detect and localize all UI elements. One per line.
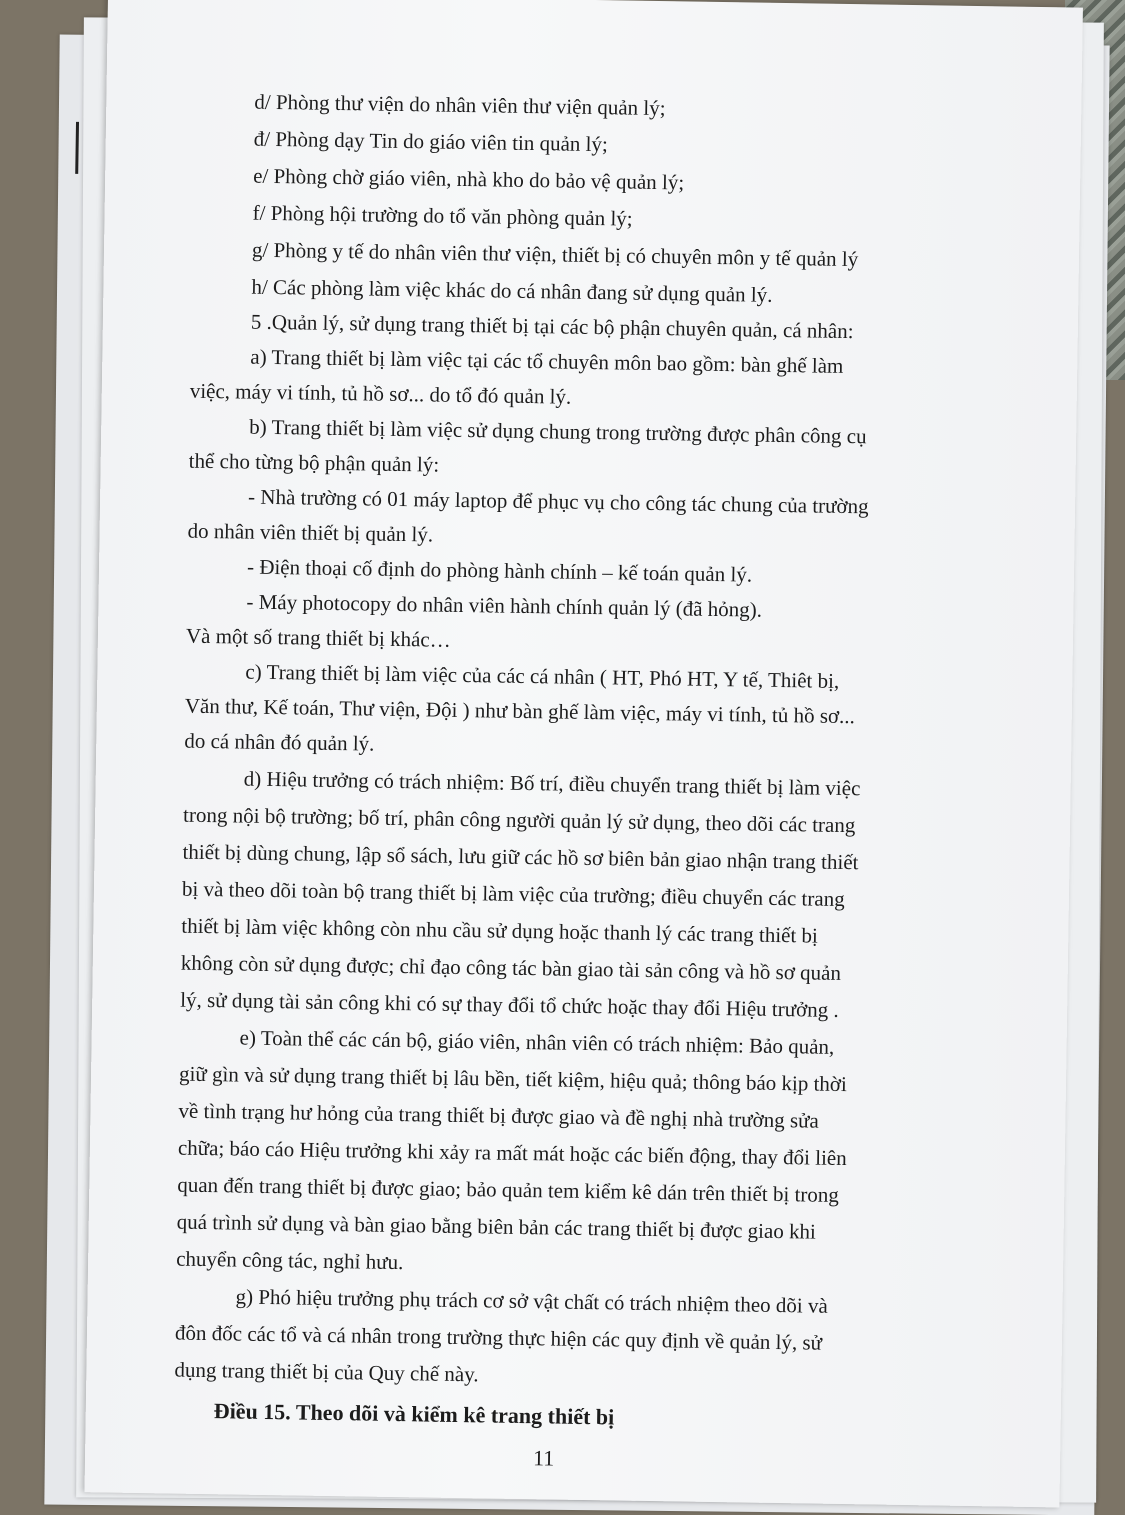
text-line: đ/ Phòng dạy Tin do giáo viên tin quản lý; xyxy=(253,126,609,157)
text-line: do nhân viên thiết bị quản lý. xyxy=(187,518,434,547)
text-line: e/ Phòng chờ giáo viên, nhà kho do bảo vệ quản lý; xyxy=(253,163,685,195)
text-line: bị và theo dõi toàn bộ trang thiết bị làm việc của trường; điều chuyển các trang xyxy=(181,876,845,912)
page-number: 11 xyxy=(532,1445,555,1471)
document-page xyxy=(84,0,1082,1507)
text-line: d/ Phòng thư viện do nhân viên thư viện quản lý; xyxy=(254,89,666,121)
text-line: c) Trang thiết bị làm việc của các cá nhân ( HT, Phó HT, Y tế, Thiêt bị, xyxy=(245,659,840,693)
text-line: đôn đốc các tổ và cá nhân trong trường thực hiện các quy định về quản lý, sử xyxy=(174,1320,823,1355)
text-line: do cá nhân đó quản lý. xyxy=(184,728,375,756)
text-line: - Nhà trường có 01 máy laptop để phục vụ cho công tác chung của trường xyxy=(247,484,869,519)
text-line: quan đến trang thiết bị được giao; bảo quản tem kiểm kê dán trên thiết bị trong xyxy=(177,1172,840,1207)
text-line: thiết bị làm việc không còn nhu cầu sử dụng hoặc thanh lý các trang thiết bị xyxy=(181,913,819,948)
text-line: chữa; báo cáo Hiệu trưởng khi xảy ra mất mát hoặc các biến động, thay đổi liên xyxy=(177,1135,847,1171)
text-line: a) Trang thiết bị làm việc tại các tổ chuyên môn bao gồm: bàn ghế làm xyxy=(250,344,844,378)
text-line: lý, sử dụng tài sản công khi có sự thay đổi tổ chức hoặc thay đổi Hiệu trưởng . xyxy=(180,987,839,1022)
text-line: h/ Các phòng làm việc khác do cá nhân đang sử dụng quản lý. xyxy=(251,274,773,307)
page-content xyxy=(84,0,1082,1507)
text-line: về tình trạng hư hỏng của trang thiết bị được giao và đề nghị nhà trường sửa xyxy=(178,1098,820,1133)
text-line: g/ Phòng y tế do nhân viên thư viện, thiết bị có chuyên môn y tế quản lý xyxy=(251,237,859,272)
text-line: g) Phó hiệu trưởng phụ trách cơ sở vật chất có trách nhiệm theo dõi và xyxy=(235,1284,829,1318)
text-line: giữ gìn và sử dụng trang thiết bị lâu bền, tiết kiệm, hiệu quả; thông báo kịp thời xyxy=(178,1061,848,1097)
text-line: - Điện thoại cố định do phòng hành chính – kế toán quản lý. xyxy=(246,554,753,587)
text-line: quá trình sử dụng và bàn giao bằng biên bản các trang thiết bị được giao khi xyxy=(176,1209,817,1244)
text-line: không còn sử dụng được; chỉ đạo công tác bàn giao tài sản công và hồ sơ quản xyxy=(180,950,842,985)
text-line: 5 .Quản lý, sử dụng trang thiết bị tại các bộ phận chuyên quản, cá nhân: xyxy=(250,309,854,344)
section-heading: Điều 15. Theo dõi và kiểm kê trang thiết bị xyxy=(213,1398,615,1430)
text-line: Văn thư, Kế toán, Thư viện, Đội ) như bàn ghế làm việc, máy vi tính, tủ hồ sơ... xyxy=(184,693,856,729)
text-line: e) Toàn thể các cán bộ, giáo viên, nhân viên có trách nhiệm: Bảo quản, xyxy=(239,1025,835,1059)
text-line: f/ Phòng hội trường do tổ văn phòng quản lý; xyxy=(252,200,633,231)
text-line: chuyển công tác, nghỉ hưu. xyxy=(175,1246,404,1275)
text-line: b) Trang thiết bị làm việc sử dụng chung trong trường được phân công cụ xyxy=(249,414,867,449)
text-line: dụng trang thiết bị của Quy chế này. xyxy=(174,1357,479,1387)
text-line: thể cho từng bộ phận quản lý: xyxy=(188,448,440,477)
text-line: d) Hiệu trưởng có trách nhiệm: Bố trí, điều chuyển trang thiết bị làm việc xyxy=(243,766,861,801)
text-line: việc, máy vi tính, tủ hồ sơ... do tổ đó quản lý. xyxy=(189,378,572,409)
text-line: thiết bị dùng chung, lập sổ sách, lưu giữ các hồ sơ biên bản giao nhận trang thiết xyxy=(182,839,859,875)
text-line: - Máy photocopy do nhân viên hành chính quản lý (đã hỏng). xyxy=(246,589,763,622)
text-line: Và một số trang thiết bị khác… xyxy=(185,623,451,652)
text-line: trong nội bộ trường; bố trí, phân công người quản lý sử dụng, theo dõi các trang xyxy=(182,802,856,838)
